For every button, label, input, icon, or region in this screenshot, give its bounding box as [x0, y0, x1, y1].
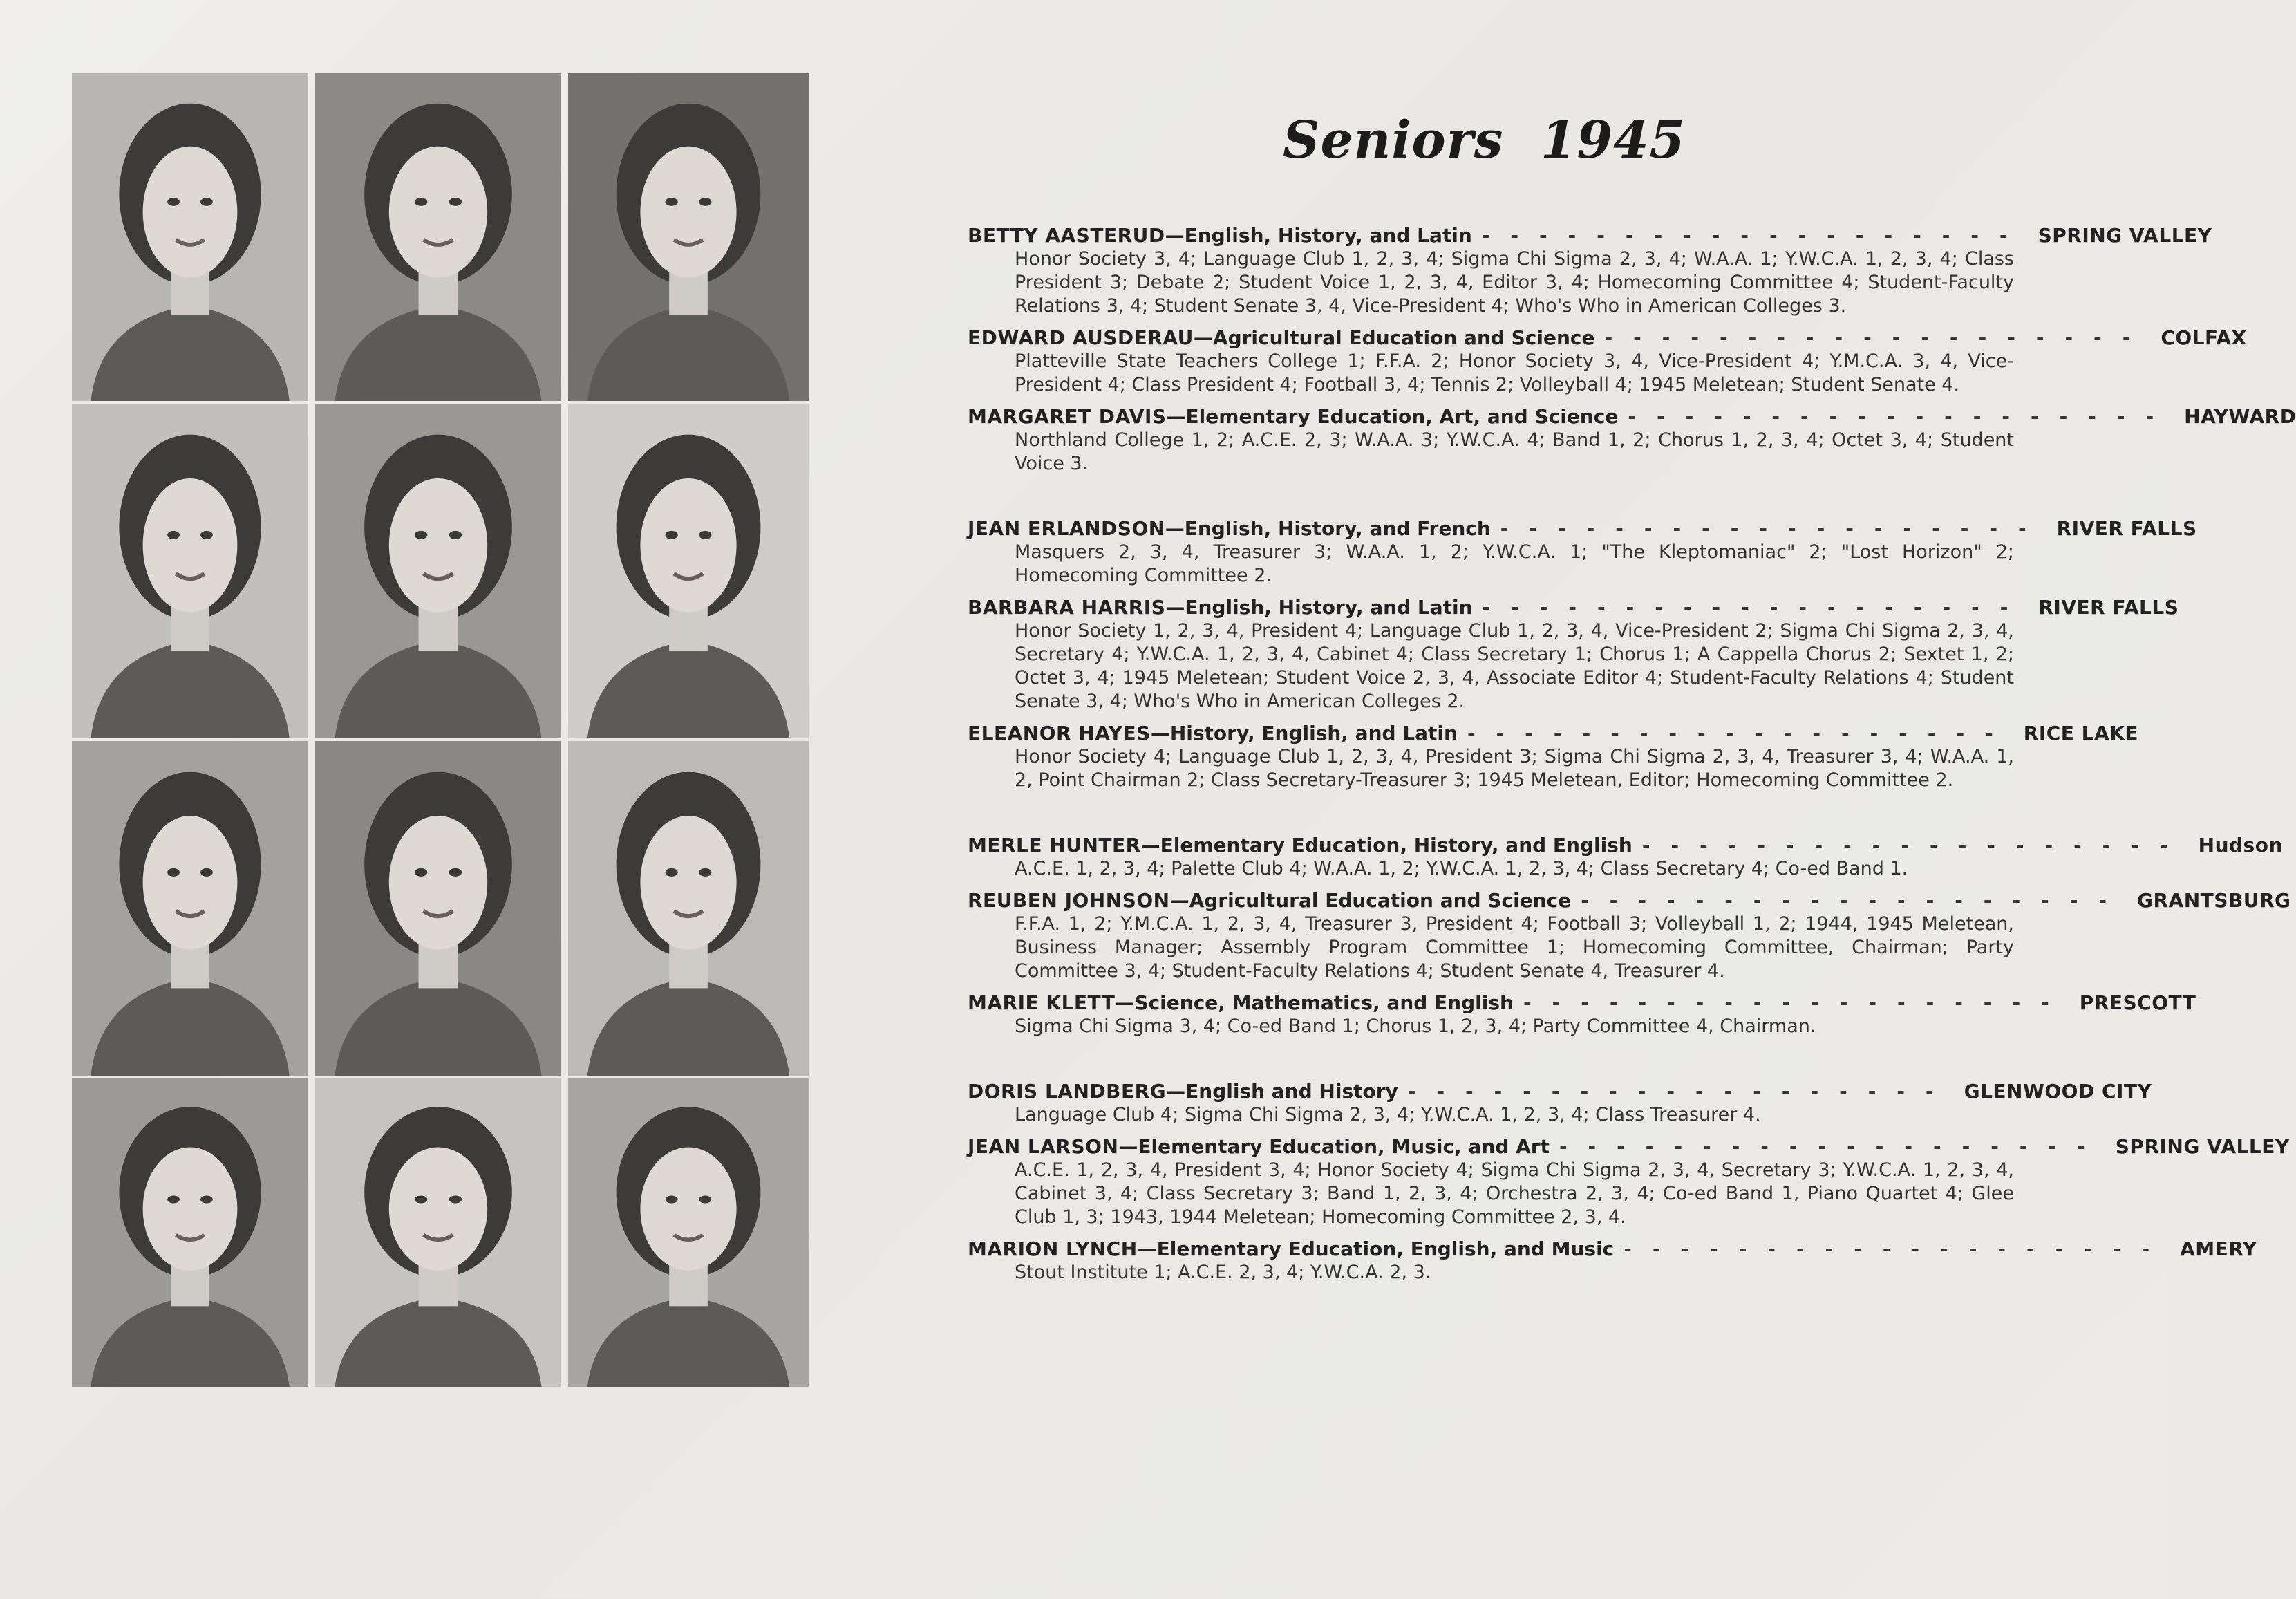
portrait-silhouette: [568, 73, 809, 401]
eye-shape: [449, 1195, 462, 1203]
senior-activities: Masquers 2, 3, 4, Treasurer 3; W.A.A. 1, 2; Y.W.C.A. 1; "The Kleptomaniac" 2; "Lost Horizon" 2; Homecoming Committee 2.: [1015, 541, 2014, 586]
senior-hometown: SPRING VALLEY: [2115, 1135, 2290, 1158]
portrait-photo: [315, 73, 561, 401]
leader-dots: -------------------: [1482, 596, 2029, 619]
portrait-silhouette: [315, 73, 561, 401]
leader-dots: -------------------: [1559, 1135, 2106, 1158]
senior-entry: [968, 991, 2196, 1038]
eye-shape: [167, 868, 180, 877]
eye-shape: [699, 868, 711, 877]
senior-entry-heading: [968, 405, 2296, 429]
senior-entry: [968, 326, 2247, 397]
senior-activities: Stout Institute 1; A.C.E. 2, 3, 4; Y.W.C.A. 2, 3.: [1015, 1262, 1431, 1283]
senior-major: —Agricultural Education and Science: [1169, 889, 1572, 912]
eye-shape: [666, 868, 678, 877]
leader-dots: -------------------: [1641, 834, 2189, 857]
senior-entry-heading: [968, 517, 2197, 541]
senior-entry: [968, 1080, 2152, 1127]
seniors-list: [968, 224, 2296, 1326]
senior-entry-heading: [968, 224, 2212, 247]
senior-name: EDWARD AUSDERAU: [968, 326, 1194, 349]
senior-name: MERLE HUNTER: [968, 834, 1141, 857]
senior-activities: Language Club 4; Sigma Chi Sigma 2, 3, 4; Y.W.C.A. 1, 2, 3, 4; Class Treasurer 4.: [1015, 1104, 1761, 1125]
senior-entry-heading: [968, 596, 2179, 619]
face-shape: [143, 816, 238, 950]
portrait-silhouette: [72, 741, 308, 1076]
senior-major: —Elementary Education, Music, and Art: [1118, 1135, 1550, 1158]
portrait-silhouette: [72, 73, 308, 401]
portrait-photo: [72, 741, 308, 1076]
senior-major: —Agricultural Education and Science: [1193, 326, 1595, 349]
senior-hometown: HAYWARD: [2184, 405, 2296, 428]
senior-hometown: RICE LAKE: [2023, 722, 2139, 745]
senior-major: —Elementary Education, Art, and Science: [1166, 405, 1619, 428]
senior-entry: [968, 596, 2179, 713]
portrait-silhouette: [568, 741, 809, 1076]
eye-shape: [449, 198, 462, 206]
eye-shape: [699, 1195, 711, 1203]
face-shape: [389, 816, 487, 950]
senior-activities: A.C.E. 1, 2, 3, 4, President 3, 4; Honor Society 4; Sigma Chi Sigma 2, 3, 4, Secretary 3; Y.W.C.A. 1, 2, 3, 4, Cabinet 3, 4; Class Secretary 3; Band 1, 2, 3, 4; Orchestra 2, 3, 4; Co-ed Band 1, Piano Quartet 4; Glee Club 1, 3; 1943, 1944 Meletean; Homecoming Committee 2, 3, 4.: [1015, 1159, 2014, 1228]
senior-entry-heading: [968, 1237, 2257, 1261]
eye-shape: [415, 868, 428, 877]
eye-shape: [200, 531, 213, 539]
senior-major: —English and History: [1166, 1080, 1398, 1103]
senior-major: —Elementary Education, English, and Music: [1137, 1237, 1615, 1260]
senior-entry-heading: [968, 1080, 2152, 1103]
leader-dots: -------------------: [1407, 1080, 1955, 1103]
senior-name: REUBEN JOHNSON: [968, 889, 1170, 912]
portrait-photo: [568, 741, 809, 1076]
senior-hometown: RIVER FALLS: [2056, 517, 2197, 540]
senior-name: MARION LYNCH: [968, 1237, 1138, 1260]
senior-entry: [968, 1135, 2290, 1229]
senior-entry-heading: [968, 991, 2196, 1015]
eye-shape: [699, 531, 711, 539]
senior-activities: F.F.A. 1, 2; Y.M.C.A. 1, 2, 3, 4, Treasurer 3, President 4; Football 3; Volleyball 1, 2; 1944, 1945 Meletean, Business Manager; Assembly Program Committee 1; Homecoming Committee, Chairman; Party Committee 3, 4; Student-Faculty Relations 4; Student Senate 4, Treasurer 4.: [1015, 913, 2014, 982]
senior-name: JEAN ERLANDSON: [968, 517, 1165, 540]
senior-entry-heading: [968, 722, 2139, 745]
senior-activities: Honor Society 1, 2, 3, 4, President 4; Language Club 1, 2, 3, 4, Vice-President 2; Sigma Chi Sigma 2, 3, 4, Secretary 4; Y.W.C.A. 1, 2, 3, 4, Cabinet 4; Class Secretary 1; Chorus 1; A Cappella Chorus 2; Sextet 1, 2; Octet 3, 4; 1945 Meletean; Student Voice 2, 3, 4, Associate Editor 4; Student-Faculty Relations 4; Student Senate 3, 4; Who's Who in American Colleges 2.: [1015, 620, 2014, 712]
senior-activities: Sigma Chi Sigma 3, 4; Co-ed Band 1; Chorus 1, 2, 3, 4; Party Committee 4, Chairman.: [1015, 1016, 1816, 1037]
senior-major: —English, History, and Latin: [1165, 224, 1472, 247]
leader-dots: -------------------: [1523, 991, 2070, 1014]
senior-hometown: AMERY: [2180, 1237, 2257, 1260]
senior-entry-heading: [968, 889, 2291, 913]
portrait-photo: [315, 404, 561, 738]
senior-hometown: GRANTSBURG: [2137, 889, 2291, 912]
face-shape: [640, 147, 736, 278]
senior-group: [968, 1080, 2290, 1284]
senior-entry: [968, 889, 2291, 983]
portrait-photo: [568, 1078, 809, 1387]
senior-major: —Science, Mathematics, and English: [1115, 991, 1514, 1014]
leader-dots: -------------------: [1500, 517, 2047, 540]
eye-shape: [415, 531, 428, 539]
senior-hometown: COLFAX: [2161, 326, 2247, 349]
senior-activities: Honor Society 4; Language Club 1, 2, 3, 4, President 3; Sigma Chi Sigma 2, 3, 4, Treasurer 3, 4; W.A.A. 1, 2, Point Chairman 2; Class Secretary-Treasurer 3; 1945 Meletean, Editor; Homecoming Committee 2.: [1015, 746, 2014, 791]
senior-hometown: Hudson: [2198, 834, 2283, 857]
senior-group: [968, 517, 2197, 792]
portrait-silhouette: [315, 404, 561, 738]
senior-group: [968, 834, 2291, 1038]
senior-entry: [968, 722, 2139, 792]
eye-shape: [449, 868, 462, 877]
senior-entry-heading: [968, 834, 2283, 857]
leader-dots: -------------------: [1604, 326, 2152, 349]
portrait-silhouette: [72, 1078, 308, 1387]
senior-activities: A.C.E. 1, 2, 3, 4; Palette Club 4; W.A.A. 1, 2; Y.W.C.A. 1, 2, 3, 4; Class Secretary 4; Co-ed Band 1.: [1015, 858, 1908, 879]
portrait-photo: [72, 1078, 308, 1387]
senior-name: MARIE KLETT: [968, 991, 1116, 1014]
eye-shape: [666, 531, 678, 539]
eye-shape: [200, 1195, 213, 1203]
eye-shape: [167, 198, 180, 206]
senior-hometown: RIVER FALLS: [2038, 596, 2179, 619]
eye-shape: [200, 868, 213, 877]
face-shape: [389, 478, 487, 613]
page-title: Seniors 1945: [1283, 111, 1686, 170]
portrait-silhouette: [315, 741, 561, 1076]
portrait-photo: [72, 73, 308, 401]
face-shape: [640, 816, 736, 950]
face-shape: [143, 147, 238, 278]
eye-shape: [415, 1195, 428, 1203]
face-shape: [640, 1147, 736, 1270]
eye-shape: [699, 198, 711, 206]
portrait-silhouette: [568, 404, 809, 738]
senior-entry: [968, 405, 2296, 476]
senior-name: MARGARET DAVIS: [968, 405, 1167, 428]
senior-activities: Northland College 1, 2; A.C.E. 2, 3; W.A.A. 3; Y.W.C.A. 4; Band 1, 2; Chorus 1, 2, 3, 4; Octet 3, 4; Student Voice 3.: [1015, 429, 2014, 474]
senior-entry: [968, 224, 2212, 318]
face-shape: [143, 478, 238, 613]
senior-name: BETTY AASTERUD: [968, 224, 1165, 247]
senior-hometown: PRESCOTT: [2079, 991, 2196, 1014]
eye-shape: [666, 198, 678, 206]
senior-hometown: GLENWOOD CITY: [1964, 1080, 2152, 1103]
portrait-silhouette: [568, 1078, 809, 1387]
senior-major: —English, History, and French: [1165, 517, 1491, 540]
face-shape: [389, 147, 487, 278]
eye-shape: [167, 1195, 180, 1203]
eye-shape: [666, 1195, 678, 1203]
portrait-photo: [315, 741, 561, 1076]
senior-major: —English, History, and Latin: [1165, 596, 1473, 619]
portrait-photo: [315, 1078, 561, 1387]
senior-entry: [968, 1237, 2257, 1284]
eye-shape: [415, 198, 428, 206]
senior-activities: Platteville State Teachers College 1; F.F.A. 2; Honor Society 3, 4, Vice-President 4; Y.M.C.A. 3, 4, Vice-President 4; Class President 4; Football 3, 4; Tennis 2; Volleyball 4; 1945 Meletean; Student Senate 4.: [1015, 350, 2014, 395]
leader-dots: -------------------: [1624, 1237, 2171, 1260]
face-shape: [640, 478, 736, 613]
senior-activities: Honor Society 3, 4; Language Club 1, 2, 3, 4; Sigma Chi Sigma 2, 3, 4; W.A.A. 1; Y.W.C.A. 1, 2, 3, 4; Class President 3; Debate 2; Student Voice 1, 2, 3, 4, Editor 3, 4; Homecoming Committee 4; Student-Faculty Relations 3, 4; Student Senate 3, 4, Vice-President 4; Who's Who in American Colleges 3.: [1015, 248, 2014, 317]
senior-name: ELEANOR HAYES: [968, 722, 1151, 745]
eye-shape: [167, 531, 180, 539]
senior-major: —History, English, and Latin: [1150, 722, 1458, 745]
senior-hometown: SPRING VALLEY: [2038, 224, 2212, 247]
senior-entry: [968, 517, 2197, 588]
eye-shape: [200, 198, 213, 206]
portrait-photo: [568, 404, 809, 738]
face-shape: [143, 1147, 238, 1270]
leader-dots: -------------------: [1481, 224, 2029, 247]
senior-entry: [968, 834, 2283, 881]
portrait-silhouette: [315, 1078, 561, 1387]
senior-entry-heading: [968, 1135, 2290, 1159]
portrait-grid: [72, 73, 809, 1381]
senior-major: —Elementary Education, History, and English: [1140, 834, 1632, 857]
face-shape: [389, 1147, 487, 1270]
senior-name: DORIS LANDBERG: [968, 1080, 1167, 1103]
senior-entry-heading: [968, 326, 2247, 350]
portrait-silhouette: [72, 404, 308, 738]
portrait-photo: [568, 73, 809, 401]
senior-name: JEAN LARSON: [968, 1135, 1119, 1158]
leader-dots: -------------------: [1467, 722, 2014, 745]
leader-dots: -------------------: [1628, 405, 2175, 428]
eye-shape: [449, 531, 462, 539]
senior-group: [968, 224, 2296, 476]
portrait-photo: [72, 404, 308, 738]
senior-name: BARBARA HARRIS: [968, 596, 1166, 619]
leader-dots: -------------------: [1581, 889, 2127, 912]
